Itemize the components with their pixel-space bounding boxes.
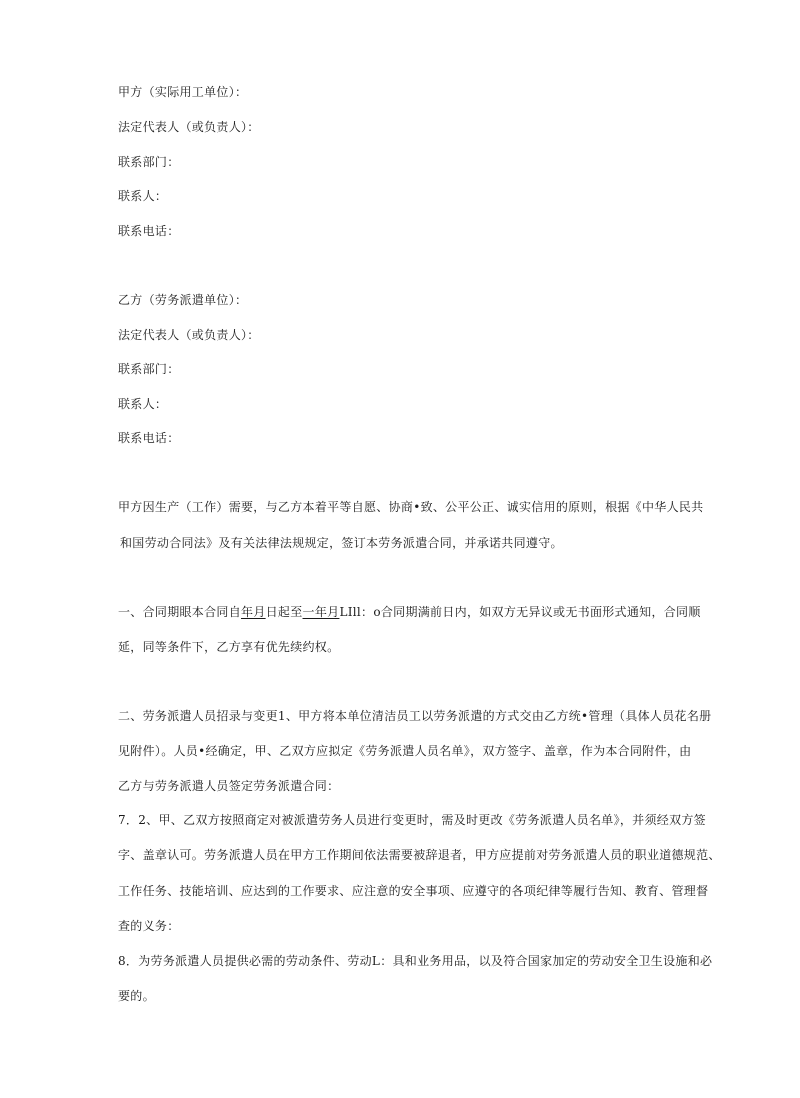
- party-b-department: 联系部门：: [118, 362, 180, 376]
- party-b-contact: 联系人：: [118, 397, 168, 411]
- party-a-title: 甲方（实际用工单位）：: [118, 85, 248, 99]
- clause-8-line-2: 要的。: [118, 989, 155, 1003]
- clause-7-line-1: 7．2、甲、乙双方按照商定对被派遣劳务人员进行变更时，需及时更改《劳务派遣人员名单》，并须经双方签: [118, 813, 706, 827]
- party-a-legal-rep: 法定代表人（或负责人）：: [118, 120, 260, 134]
- party-b-phone: 联系电话：: [118, 431, 180, 445]
- party-a-phone: 联系电话：: [118, 224, 180, 238]
- section-1-text-b: 日起至: [265, 605, 303, 619]
- section-1-line-2: 延，同等条件下，乙方享有优先续约权。: [118, 640, 340, 654]
- preamble-line-1: 甲方因生产（工作）需要，与乙方本着平等自愿、协商•致、公平公正、诚实信用的原则，根据《中华人民共: [118, 500, 704, 514]
- section-1-term: [118, 604, 701, 620]
- party-b-title: 乙方（劳务派遣单位）：: [118, 293, 248, 307]
- section-2-line-2: 见附件）。人员•经确定，甲、乙双方应拟定《劳务派遣人员名单》，双方签字、盖章，作为本合同附件，由: [118, 744, 692, 758]
- party-a-contact: 联系人：: [118, 189, 168, 203]
- section-1-text-c: LIll：o合同期满前日内，如双方无异议或无书面形式通知，合同顺: [339, 605, 701, 619]
- section-1-end-date-blank: 一年月: [302, 605, 340, 619]
- party-b-legal-rep: 法定代表人（或负责人）：: [118, 328, 260, 342]
- party-a-department: 联系部门：: [118, 155, 180, 169]
- section-2-line-1: 二、劳务派遣人员招录与变更1、甲方将本单位清洁员工以劳务派遣的方式交由乙方统•管理（具体人员花名册: [118, 709, 712, 723]
- preamble-line-2: 和国劳动合同法》及有关法律法规规定，签订本劳务派遣合同，并承诺共同遵守。: [120, 536, 563, 550]
- clause-7-line-3: 工作任务、技能培训、应达到的工作要求、应注意的安全事项、应遵守的各项纪律等履行告知、教育、管理督: [118, 884, 709, 898]
- section-1-text-a: 一、合同期眼本合同自: [118, 605, 242, 619]
- clause-8-line-1: 8．为劳务派遣人员提供必需的劳动条件、劳动L：具和业务用品，以及符合国家加定的劳动安全卫生设施和必: [118, 954, 713, 968]
- clause-7-line-2: 字、盖章认可。劳务派遣人员在甲方工作期间依法需要被辞退者，甲方应提前对劳务派遣人员的职业道德规范、: [118, 848, 721, 862]
- section-2-line-3: 乙方与劳务派遣人员签定劳务派遣合同：: [118, 779, 340, 793]
- section-1-start-date-blank: 年月: [241, 605, 266, 619]
- clause-7-line-4: 查的义务：: [118, 919, 180, 933]
